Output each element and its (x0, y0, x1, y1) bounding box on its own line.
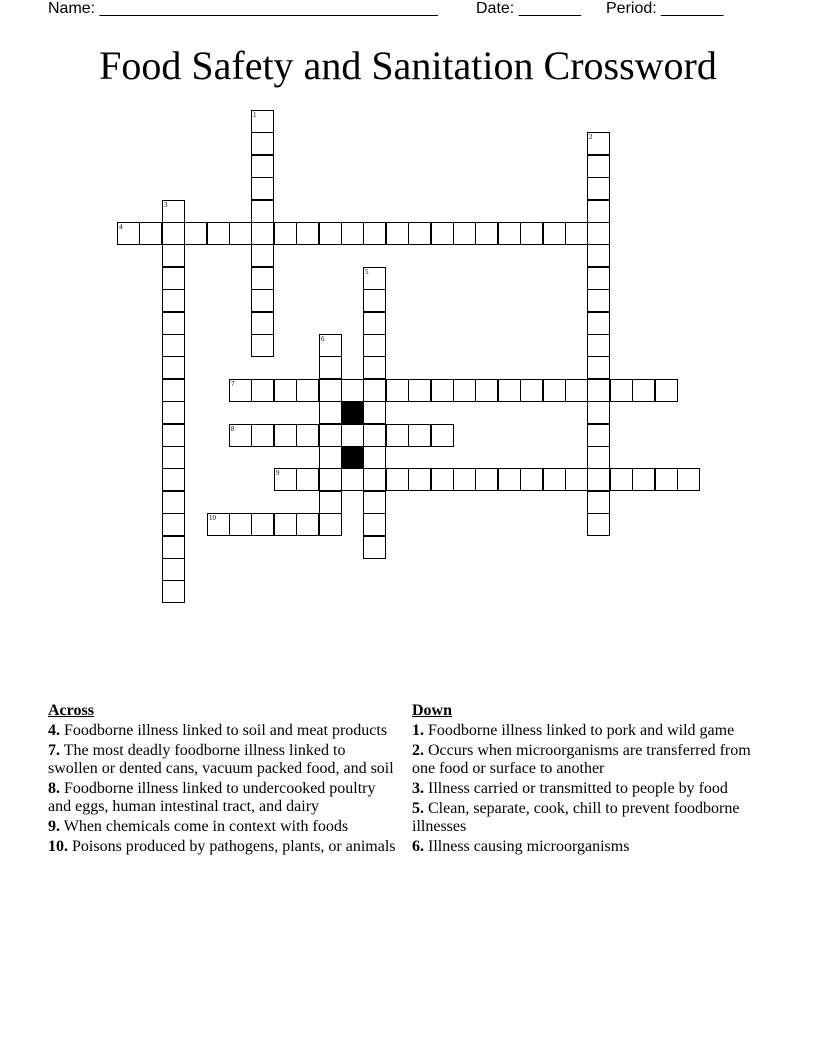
down-heading: Down (412, 702, 453, 719)
grid-cell[interactable] (587, 267, 610, 290)
grid-cell[interactable] (139, 222, 162, 245)
clue-number: 6. (412, 838, 424, 855)
clue-number-label: 5 (365, 268, 369, 276)
grid-cell[interactable] (363, 222, 386, 245)
grid-cell[interactable] (363, 289, 386, 312)
grid-cell[interactable] (251, 424, 274, 447)
grid-cell[interactable] (162, 424, 185, 447)
grid-cell[interactable] (319, 356, 342, 379)
grid-cell[interactable] (296, 379, 319, 402)
grid-cell[interactable] (162, 401, 185, 424)
grid-cell[interactable] (229, 513, 252, 536)
grid-cell[interactable] (655, 468, 678, 491)
grid-cell[interactable] (251, 177, 274, 200)
clue-text: Illness carried or transmitted to people by food (428, 780, 728, 797)
grid-cell[interactable] (162, 289, 185, 312)
grid-cell[interactable] (475, 379, 498, 402)
clue-text: Foodborne illness linked to pork and wild game (428, 722, 735, 739)
grid-cell[interactable] (386, 222, 409, 245)
grid-cell[interactable] (319, 468, 342, 491)
grid-cell[interactable] (229, 222, 252, 245)
grid-cell[interactable] (587, 468, 610, 491)
clue-number: 2. (412, 742, 424, 759)
grid-cell[interactable] (587, 401, 610, 424)
grid-cell[interactable] (274, 468, 297, 491)
grid-cell[interactable] (319, 513, 342, 536)
clue-number-label: 1 (253, 111, 257, 119)
clue-down-2 (412, 742, 768, 778)
grid-cell[interactable] (251, 110, 274, 133)
grid-cell[interactable] (251, 244, 274, 267)
grid-block (341, 446, 364, 469)
grid-cell[interactable] (274, 222, 297, 245)
clue-number: 4. (48, 722, 60, 739)
grid-cell[interactable] (319, 379, 342, 402)
grid-cell[interactable] (408, 424, 431, 447)
grid-cell[interactable] (543, 468, 566, 491)
across-clues (48, 702, 398, 858)
clue-down-3 (412, 780, 768, 798)
grid-cell[interactable] (117, 222, 140, 245)
grid-cell[interactable] (543, 222, 566, 245)
grid-cell[interactable] (453, 468, 476, 491)
clue-across-10 (48, 838, 398, 856)
grid-cell[interactable] (229, 424, 252, 447)
grid-cell[interactable] (251, 379, 274, 402)
grid-cell[interactable] (587, 200, 610, 223)
grid-cell[interactable] (363, 379, 386, 402)
clue-text: Clean, separate, cook, chill to prevent foodborne illnesses (412, 800, 740, 835)
clue-number: 3. (412, 780, 424, 797)
grid-cell[interactable] (296, 513, 319, 536)
grid-cell[interactable] (587, 289, 610, 312)
grid-cell[interactable] (431, 222, 454, 245)
clue-number-label: 10 (209, 514, 216, 522)
grid-cell[interactable] (587, 132, 610, 155)
clue-number-label: 3 (164, 201, 168, 209)
grid-cell[interactable] (587, 177, 610, 200)
grid-cell[interactable] (162, 267, 185, 290)
grid-cell[interactable] (363, 536, 386, 559)
grid-cell[interactable] (587, 513, 610, 536)
grid-cell[interactable] (498, 379, 521, 402)
grid-cell[interactable] (274, 424, 297, 447)
grid-cell[interactable] (386, 379, 409, 402)
grid-cell[interactable] (319, 424, 342, 447)
grid-cell[interactable] (408, 468, 431, 491)
grid-cell[interactable] (296, 424, 319, 447)
grid-cell[interactable] (341, 424, 364, 447)
grid-cell[interactable] (363, 446, 386, 469)
grid-cell[interactable] (520, 222, 543, 245)
grid-cell[interactable] (453, 379, 476, 402)
clue-number: 8. (48, 780, 60, 797)
grid-cell[interactable] (431, 468, 454, 491)
grid-cell[interactable] (251, 289, 274, 312)
grid-cell[interactable] (587, 334, 610, 357)
grid-cell[interactable] (319, 446, 342, 469)
grid-cell[interactable] (319, 401, 342, 424)
across-heading: Across (48, 702, 94, 719)
clue-number-label: 7 (231, 380, 235, 388)
clue-number: 5. (412, 800, 424, 817)
grid-cell[interactable] (363, 401, 386, 424)
grid-cell[interactable] (632, 379, 655, 402)
grid-cell[interactable] (587, 312, 610, 335)
grid-cell[interactable] (162, 446, 185, 469)
grid-cell[interactable] (498, 468, 521, 491)
grid-cell[interactable] (341, 222, 364, 245)
grid-cell[interactable] (319, 334, 342, 357)
grid-cell[interactable] (184, 222, 207, 245)
grid-cell[interactable] (408, 379, 431, 402)
grid-cell[interactable] (677, 468, 700, 491)
grid-cell[interactable] (587, 491, 610, 514)
clue-number: 7. (48, 742, 60, 759)
page-title: Food Safety and Sanitation Crossword (99, 43, 717, 88)
grid-cell[interactable] (296, 222, 319, 245)
grid-cell[interactable] (274, 379, 297, 402)
grid-cell[interactable] (162, 379, 185, 402)
grid-cell[interactable] (520, 468, 543, 491)
grid-cell[interactable] (543, 379, 566, 402)
grid-cell[interactable] (587, 446, 610, 469)
grid-cell[interactable] (498, 222, 521, 245)
grid-cell[interactable] (162, 580, 185, 603)
grid-cell[interactable] (587, 379, 610, 402)
clue-down-5 (412, 800, 768, 836)
clue-down-6 (412, 838, 768, 856)
clue-text: Foodborne illness linked to undercooked poultry and eggs, human intestinal tract, and dairy (48, 780, 376, 815)
clue-number-label: 4 (119, 223, 123, 231)
clue-across-7 (48, 742, 398, 778)
grid-cell[interactable] (363, 424, 386, 447)
grid-cell[interactable] (162, 200, 185, 223)
grid-cell[interactable] (162, 334, 185, 357)
grid-cell[interactable] (520, 379, 543, 402)
grid-cell[interactable] (162, 222, 185, 245)
grid-cell[interactable] (162, 558, 185, 581)
grid-cell[interactable] (162, 468, 185, 491)
grid-cell[interactable] (229, 379, 252, 402)
grid-cell[interactable] (475, 468, 498, 491)
grid-cell[interactable] (587, 155, 610, 178)
grid-cell[interactable] (319, 491, 342, 514)
name-field: Name: ______________________________________ (48, 0, 438, 17)
grid-cell[interactable] (655, 379, 678, 402)
grid-cell[interactable] (251, 334, 274, 357)
grid-cell[interactable] (296, 468, 319, 491)
grid-cell[interactable] (453, 222, 476, 245)
grid-cell[interactable] (565, 222, 588, 245)
clue-number-label: 8 (231, 425, 235, 433)
grid-cell[interactable] (610, 379, 633, 402)
grid-cell[interactable] (251, 132, 274, 155)
grid-cell[interactable] (587, 222, 610, 245)
grid-cell[interactable] (251, 155, 274, 178)
grid-cell[interactable] (610, 468, 633, 491)
grid-cell[interactable] (565, 468, 588, 491)
grid-cell[interactable] (363, 312, 386, 335)
grid-cell[interactable] (162, 244, 185, 267)
grid-cell[interactable] (363, 513, 386, 536)
grid-cell[interactable] (251, 312, 274, 335)
clue-text: Occurs when microorganisms are transferred from one food or surface to another (412, 742, 751, 777)
grid-cell[interactable] (587, 424, 610, 447)
clue-text: Illness causing microorganisms (428, 838, 630, 855)
clue-number-label: 9 (276, 469, 280, 477)
grid-cell[interactable] (207, 222, 230, 245)
clue-text: When chemicals come in context with foods (63, 818, 349, 835)
grid-cell[interactable] (408, 222, 431, 245)
clue-across-9 (48, 818, 398, 836)
clue-number: 1. (412, 722, 424, 739)
clue-number: 10. (48, 838, 68, 855)
grid-cell[interactable] (363, 267, 386, 290)
grid-cell[interactable] (251, 222, 274, 245)
grid-cell[interactable] (363, 468, 386, 491)
grid-cell[interactable] (386, 468, 409, 491)
clue-number-label: 2 (589, 133, 593, 141)
grid-cell[interactable] (475, 222, 498, 245)
grid-cell[interactable] (162, 312, 185, 335)
period-field: Period: _______ (606, 0, 724, 17)
grid-cell[interactable] (386, 424, 409, 447)
grid-cell[interactable] (363, 356, 386, 379)
grid-cell[interactable] (363, 491, 386, 514)
clue-across-4 (48, 722, 398, 740)
grid-cell[interactable] (587, 356, 610, 379)
grid-cell[interactable] (341, 379, 364, 402)
grid-cell[interactable] (319, 222, 342, 245)
clue-text: Foodborne illness linked to soil and meat products (64, 722, 388, 739)
grid-cell[interactable] (587, 244, 610, 267)
grid-cell[interactable] (274, 513, 297, 536)
clue-down-1 (412, 722, 768, 740)
down-clues (412, 702, 768, 858)
grid-cell[interactable] (162, 536, 185, 559)
clue-text: Poisons produced by pathogens, plants, or animals (72, 838, 396, 855)
grid-cell[interactable] (431, 379, 454, 402)
grid-cell[interactable] (363, 334, 386, 357)
grid-cell[interactable] (207, 513, 230, 536)
grid-cell[interactable] (251, 267, 274, 290)
clue-number: 9. (48, 818, 60, 835)
grid-cell[interactable] (251, 513, 274, 536)
grid-cell[interactable] (565, 379, 588, 402)
clue-across-8 (48, 780, 398, 816)
grid-cell[interactable] (162, 491, 185, 514)
grid-cell[interactable] (162, 356, 185, 379)
date-field: Date: _______ (476, 0, 581, 17)
grid-cell[interactable] (632, 468, 655, 491)
clue-number-label: 6 (321, 335, 325, 343)
grid-cell[interactable] (162, 513, 185, 536)
grid-cell[interactable] (251, 200, 274, 223)
clue-text: The most deadly foodborne illness linked to swollen or dented cans, vacuum packed food, and soil (48, 742, 394, 777)
grid-cell[interactable] (341, 468, 364, 491)
grid-cell[interactable] (431, 424, 454, 447)
grid-block (341, 401, 364, 424)
